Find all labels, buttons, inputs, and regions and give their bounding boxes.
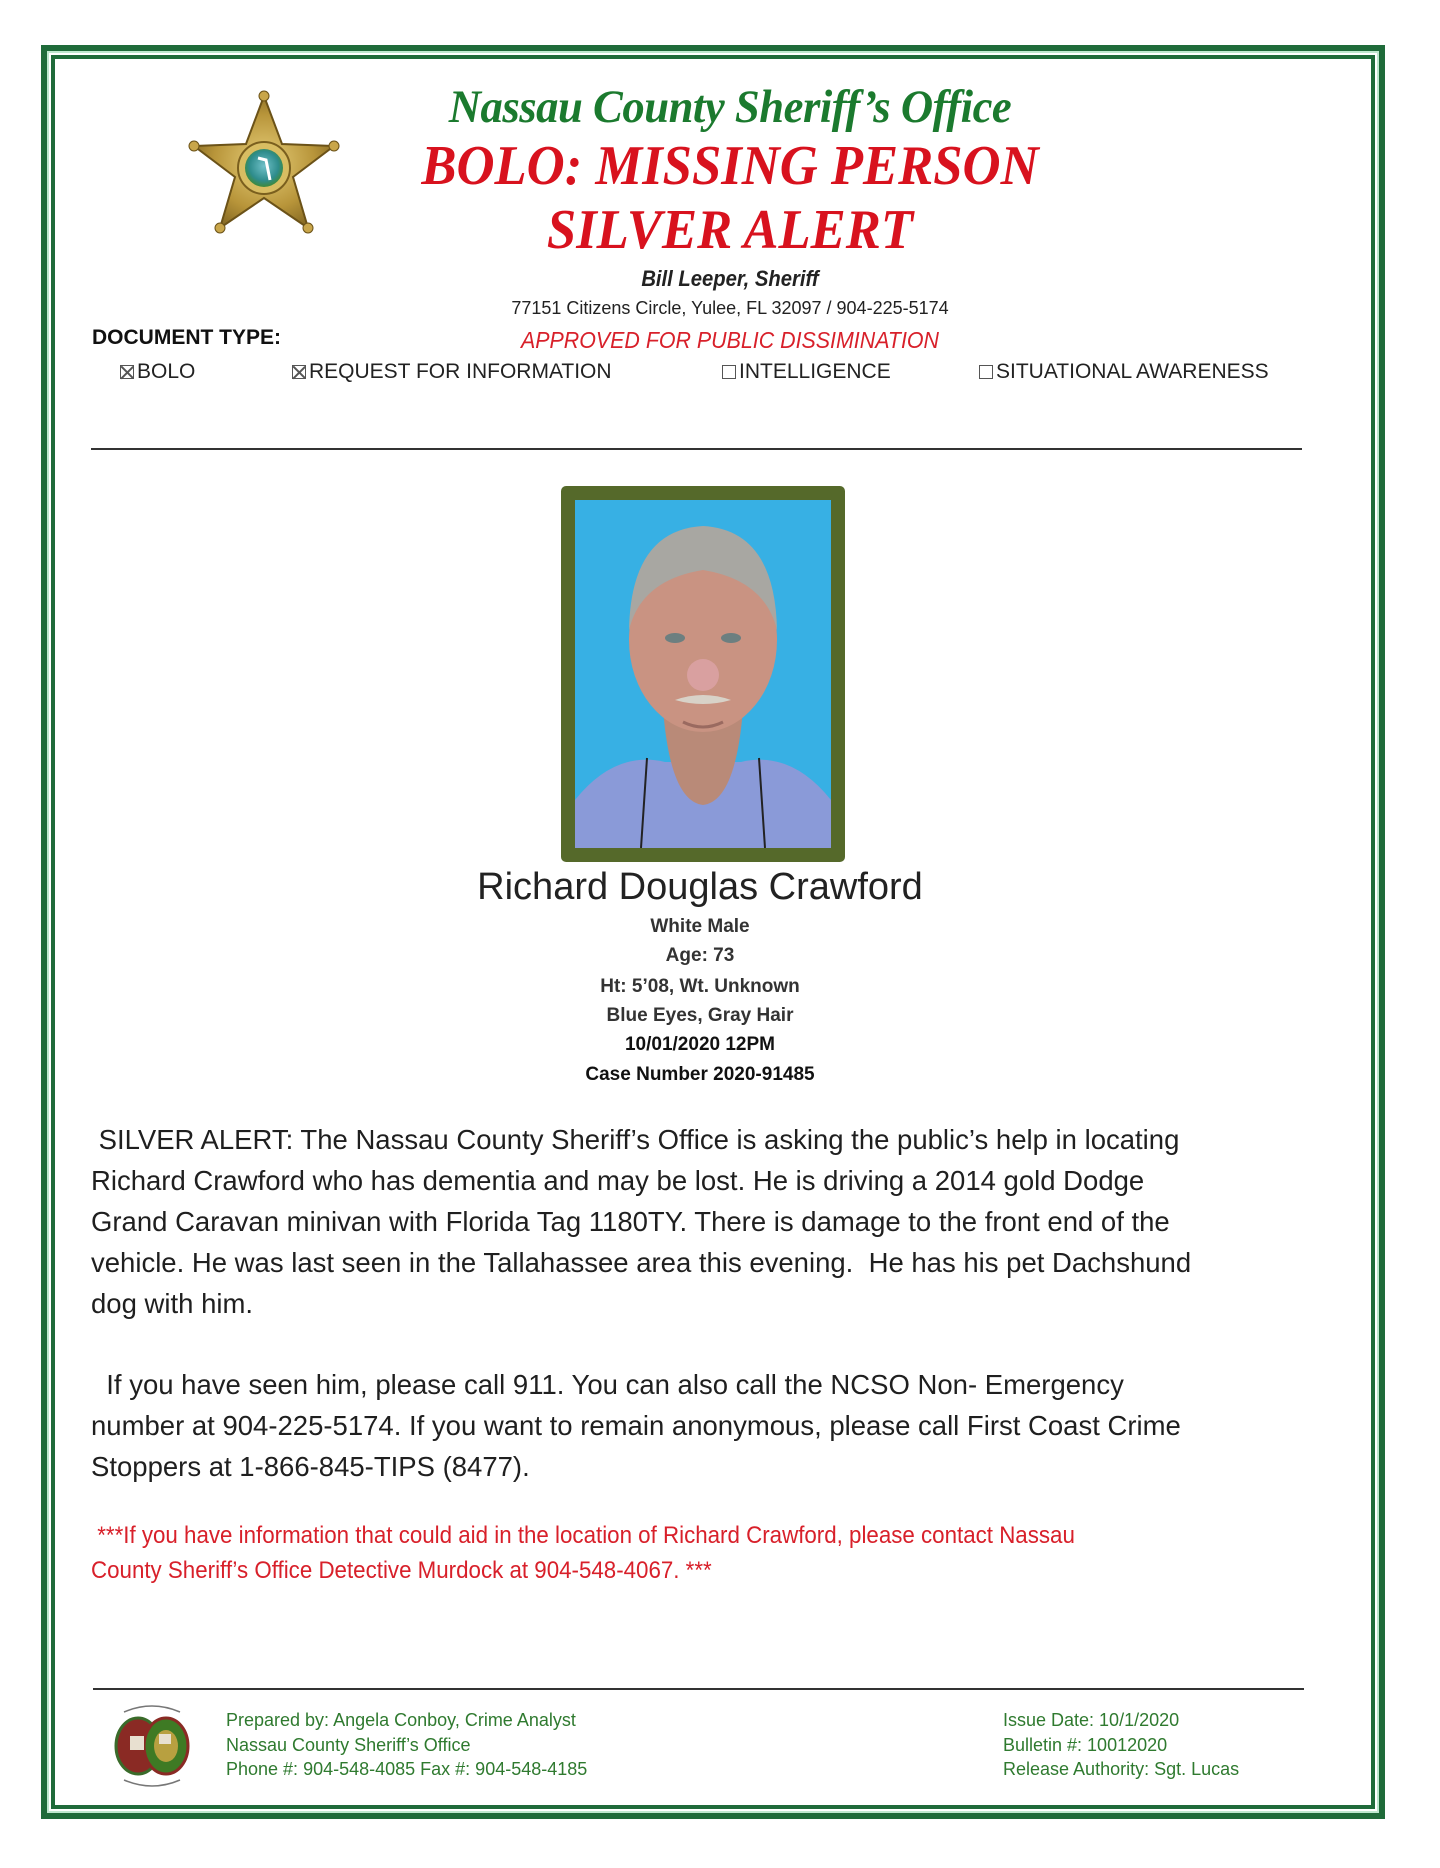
subject-name: Richard Douglas Crawford xyxy=(477,866,923,908)
subject-height-weight: Ht: 5’08, Wt. Unknown xyxy=(600,976,800,997)
preparer-office: Nassau County Sheriff’s Office xyxy=(226,1734,471,1755)
text-line: If you have seen him, please call 911. You can also call the NCSO Non- Emergency xyxy=(91,1369,1124,1400)
preparer-phone-fax: Phone #: 904-548-4085 Fax #: 904-548-4185 xyxy=(226,1759,588,1779)
doctype-option-label: BOLO xyxy=(137,360,196,383)
detective-contact-notice xyxy=(91,1518,1331,1588)
incident-datetime: 10/01/2020 12PM xyxy=(624,1034,775,1055)
text-line: Grand Caravan minivan with Florida Tag 1180TY. There is damage to the front end of the xyxy=(91,1206,1170,1237)
checkbox-unchecked-icon[interactable] xyxy=(722,365,736,379)
footer-bulletin-block xyxy=(1003,1708,1239,1782)
doctype-option-label: REQUEST FOR INFORMATION xyxy=(309,360,612,383)
subject-eyes-hair: Blue Eyes, Gray Hair xyxy=(606,1005,794,1026)
agency-title: Nassau County Sheriff’s Office xyxy=(448,81,1012,133)
text-line: County Sheriff’s Office Detective Murdock at 904-548-4067. *** xyxy=(91,1557,712,1584)
contact-instructions xyxy=(91,1364,1331,1487)
footer-preparer-block xyxy=(226,1708,587,1782)
doctype-option-intelligence[interactable] xyxy=(722,360,891,384)
issue-date: Issue Date: 10/1/2020 xyxy=(1003,1710,1180,1730)
florida-accreditation-seal-icon xyxy=(104,1700,200,1790)
text-line: dog with him. xyxy=(91,1288,254,1319)
sheriff-name: Bill Leeper, Sheriff xyxy=(641,266,819,291)
bulletin-type-title: BOLO: MISSING PERSON xyxy=(421,135,1039,197)
bulletin-number: Bulletin #: 10012020 xyxy=(1003,1734,1168,1755)
doctype-option-label: INTELLIGENCE xyxy=(739,360,891,383)
case-number: Case Number 2020-91485 xyxy=(585,1064,815,1085)
text-line: vehicle. He was last seen in the Tallahassee area this evening. He has his pet Dachshund xyxy=(91,1247,1192,1278)
text-line: ***If you have information that could aid in the location of Richard Crawford, please contact Nassau xyxy=(91,1522,1075,1549)
agency-address: 77151 Citizens Circle, Yulee, FL 32097 / 904-225-5174 xyxy=(511,298,949,318)
subject-photo xyxy=(575,500,831,848)
document-type-label: DOCUMENT TYPE: xyxy=(92,326,281,349)
sheriff-star-icon xyxy=(186,88,342,240)
approval-status: APPROVED FOR PUBLIC DISSIMINATION xyxy=(521,327,939,353)
text-line: Richard Crawford who has dementia and may be lost. He is driving a 2014 gold Dodge xyxy=(91,1165,1145,1196)
text-line: SILVER ALERT: The Nassau County Sheriff’s Office is asking the public’s help in locating xyxy=(91,1124,1180,1155)
prepared-by: Prepared by: Angela Conboy, Crime Analyst xyxy=(226,1710,576,1730)
subject-race-sex: White Male xyxy=(650,916,750,937)
text-line: Stoppers at 1-866-845-TIPS (8477). xyxy=(91,1451,530,1482)
doctype-option-bolo[interactable] xyxy=(120,360,195,384)
subject-photo-frame xyxy=(561,486,845,862)
doctype-option-request-for-information[interactable] xyxy=(292,360,612,384)
checkbox-checked-icon[interactable] xyxy=(292,365,306,379)
checkbox-unchecked-icon[interactable] xyxy=(979,365,993,379)
checkbox-checked-icon[interactable] xyxy=(120,365,134,379)
header-divider xyxy=(91,448,1302,450)
subject-age: Age: 73 xyxy=(665,945,735,966)
doctype-option-label: SITUATIONAL AWARENESS xyxy=(996,360,1269,383)
release-authority: Release Authority: Sgt. Lucas xyxy=(1003,1759,1240,1779)
footer-divider xyxy=(93,1688,1304,1690)
alert-description xyxy=(91,1119,1331,1324)
text-line: number at 904-225-5174. If you want to remain anonymous, please call First Coast Crime xyxy=(91,1410,1181,1441)
doctype-option-situational-awareness[interactable] xyxy=(979,360,1269,384)
alert-type-title: SILVER ALERT xyxy=(546,199,914,261)
person-portrait-icon xyxy=(575,500,831,848)
